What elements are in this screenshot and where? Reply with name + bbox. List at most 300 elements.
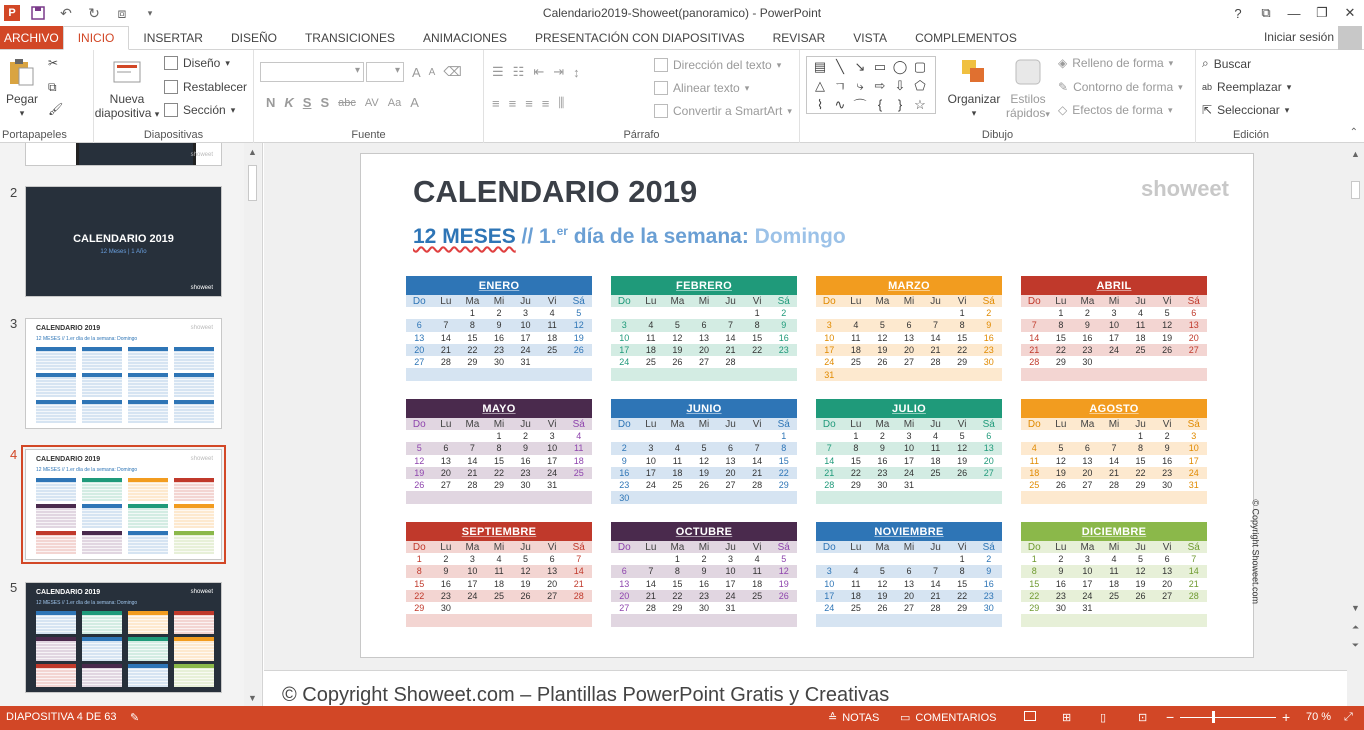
day-cell: 6 (539, 553, 566, 565)
thumb-mini-month-body (174, 404, 214, 423)
slide-sorter-button[interactable] (1062, 711, 1071, 724)
quick-styles-icon (1012, 56, 1044, 88)
day-cell: 24 (638, 479, 665, 491)
day-cell: 10 (638, 455, 665, 467)
day-cell: 16 (1048, 578, 1075, 590)
day-cell: 3 (816, 565, 843, 577)
day-cell: 2 (975, 307, 1002, 319)
elbow-shape-icon[interactable]: ㄱ (833, 79, 847, 94)
thumb-mini-month (128, 611, 168, 634)
section-icon (164, 103, 178, 117)
day-cell: 13 (406, 332, 433, 344)
empty-day-cell (664, 491, 691, 503)
month-days-grid (611, 295, 797, 381)
strikethrough-button[interactable]: abc (338, 96, 356, 109)
zoom-out-button[interactable]: − (1166, 709, 1175, 725)
left-brace-shape-icon[interactable]: { (877, 97, 883, 112)
day-cell: 15 (406, 578, 433, 590)
align-text-button[interactable]: Alinear texto ▾ (654, 81, 749, 95)
day-cell: 13 (717, 455, 744, 467)
thumb-mini-month-body (36, 668, 76, 687)
new-slide-button[interactable]: Nueva diapositiva ▾ (94, 56, 160, 121)
empty-day-cell (638, 430, 665, 442)
empty-day-cell (406, 614, 433, 626)
day-cell: 21 (433, 344, 460, 356)
month-header (1021, 276, 1207, 295)
right-arrow-shape-icon[interactable]: ⇨ (874, 77, 886, 93)
day-cell: 1 (664, 553, 691, 565)
day-cell: 5 (565, 307, 592, 319)
quick-styles-button[interactable]: Estilos rápidos▾ (1004, 56, 1052, 121)
curve-shape-icon[interactable]: ∿ (834, 96, 846, 112)
weekday-header: Ma (459, 541, 486, 553)
scroll-up-icon[interactable]: ▲ (1351, 148, 1360, 159)
sign-in-link[interactable]: Iniciar sesión (1263, 30, 1334, 44)
thumb-mini-month-body (174, 377, 214, 396)
align-center-icon[interactable]: ≡ (508, 95, 517, 111)
thumb-mini-month-body (128, 351, 168, 370)
paste-dropdown-icon: ▾ (19, 108, 25, 118)
weekday-header: Ju (512, 541, 539, 553)
day-cell: 20 (896, 344, 923, 356)
zoom-slider-handle[interactable] (1212, 711, 1215, 723)
weekday-header: Lu (638, 295, 665, 307)
text-direction-button[interactable]: Dirección del texto ▾ (654, 58, 781, 72)
group-label-paragraph: Párrafo (623, 129, 660, 141)
month-days-grid (816, 295, 1002, 381)
editing-scrollbar[interactable] (1347, 143, 1364, 706)
weekday-header: Vi (744, 295, 771, 307)
thumb-mini-month-body (128, 482, 168, 501)
empty-day-cell (975, 368, 1002, 380)
day-cell: 27 (896, 356, 923, 368)
day-cell: 2 (869, 430, 896, 442)
scroll-thumb[interactable] (248, 165, 257, 201)
arrow-shape-icon[interactable]: ↘ (854, 58, 866, 74)
thumb-mini-month-body (82, 535, 122, 554)
day-cell: 8 (744, 319, 771, 331)
empty-day-cell (1021, 430, 1048, 442)
comments-button[interactable]: ▭ COMENTARIOS (900, 711, 997, 724)
slide-title[interactable]: CALENDARIO 2019 (413, 174, 698, 209)
day-cell: 16 (975, 578, 1002, 590)
empty-day-cell (1101, 368, 1128, 380)
tab-addins[interactable]: COMPLEMENTOS (915, 30, 1017, 45)
day-cell: 30 (1074, 356, 1101, 368)
month-days-grid (1021, 418, 1207, 504)
weekday-header: Ju (717, 295, 744, 307)
collapse-ribbon-icon[interactable]: ⌃ (1349, 127, 1358, 138)
empty-day-cell (744, 614, 771, 626)
empty-day-cell (843, 553, 870, 565)
day-cell: 27 (1180, 344, 1207, 356)
day-cell: 14 (1180, 565, 1207, 577)
day-cell: 10 (816, 578, 843, 590)
day-cell: 9 (1048, 565, 1075, 577)
next-slide-icon[interactable]: ⏷ (1351, 640, 1360, 650)
flowchart-shape-icon[interactable]: ⬠ (914, 77, 926, 93)
redo-icon[interactable]: ↻ (88, 4, 100, 21)
empty-day-cell (1048, 614, 1075, 626)
empty-day-cell (816, 430, 843, 442)
weekday-header: Ma (869, 295, 896, 307)
empty-day-cell (459, 491, 486, 503)
day-cell: 12 (691, 455, 718, 467)
smartart-button[interactable]: Convertir a SmartArt ▾ (654, 104, 792, 118)
day-cell: 8 (949, 565, 976, 577)
align-left-icon[interactable]: ≡ (492, 95, 500, 111)
day-cell: 3 (717, 553, 744, 565)
justify-icon[interactable]: ≡ (541, 95, 550, 111)
customize-qat-icon[interactable]: ▾ (147, 7, 153, 18)
weekday-header: Ju (922, 541, 949, 553)
month-days-grid (406, 418, 592, 504)
shape-fill-button[interactable]: ◈ Relleno de forma ▾ (1058, 56, 1174, 70)
slide-thumbnail-3[interactable]: CALENDARIO 2019 12 MESES // 1.er día de la semana: Domingo showeet (25, 318, 222, 429)
day-cell: 10 (1101, 319, 1128, 331)
ribbon-display-options-icon[interactable]: ⧉ (1261, 5, 1271, 20)
align-right-icon[interactable]: ≡ (525, 95, 533, 111)
thumbnails-scrollbar[interactable] (244, 143, 261, 706)
slide-thumbnails-panel[interactable] (0, 143, 263, 706)
zoom-slider[interactable] (1180, 717, 1276, 718)
scroll-thumb[interactable] (1351, 181, 1360, 199)
day-cell: 27 (717, 479, 744, 491)
day-cell: 16 (1074, 332, 1101, 344)
empty-day-cell (922, 491, 949, 503)
day-cell: 27 (975, 467, 1002, 479)
notes-pane[interactable] (264, 670, 1347, 706)
day-cell: 16 (512, 455, 539, 467)
empty-day-cell (1021, 307, 1048, 319)
select-button[interactable]: ⇱ Seleccionar ▾ (1202, 103, 1290, 117)
day-cell: 10 (611, 332, 638, 344)
powerpoint-logo-icon[interactable]: P (4, 5, 20, 21)
line-shape-icon[interactable]: ╲ (836, 58, 844, 74)
change-case-button[interactable]: Aa (387, 96, 402, 109)
zoom-level[interactable]: 70 % (1306, 711, 1332, 723)
weekday-header: Lu (433, 541, 460, 553)
day-cell: 17 (816, 344, 843, 356)
minimize-icon[interactable]: — (1287, 5, 1301, 21)
day-cell: 28 (1021, 356, 1048, 368)
clear-formatting-icon[interactable]: ⌫ (443, 64, 462, 79)
shape-outline-button[interactable]: ✎ Contorno de forma ▾ (1058, 80, 1183, 94)
triangle-shape-icon[interactable]: △ (815, 77, 825, 93)
thumb-mini-month (36, 637, 76, 660)
scroll-down-icon[interactable]: ▼ (248, 692, 257, 703)
empty-day-cell (770, 356, 797, 368)
day-cell: 2 (691, 553, 718, 565)
section-button[interactable]: Sección ▾ (164, 103, 235, 117)
spellcheck-icon[interactable]: ✎ (130, 712, 140, 724)
day-cell: 3 (1101, 307, 1128, 319)
tab-view[interactable]: VISTA (853, 30, 888, 45)
day-cell: 5 (1048, 442, 1075, 454)
day-cell: 22 (949, 344, 976, 356)
day-cell: 9 (869, 442, 896, 454)
empty-day-cell (565, 479, 592, 491)
group-label-drawing: Dibujo (981, 129, 1014, 141)
shrink-font-icon[interactable]: A (428, 66, 436, 78)
day-cell: 18 (664, 467, 691, 479)
weekday-header: Do (816, 418, 843, 430)
empty-day-cell (869, 614, 896, 626)
tab-animations[interactable]: ANIMACIONES (422, 30, 507, 45)
empty-day-cell (664, 430, 691, 442)
weekday-header: Do (406, 295, 433, 307)
month-days-grid (406, 295, 592, 381)
thumb-mini-month-body (36, 535, 76, 554)
shape-effects-button[interactable]: ◇ Efectos de forma ▾ (1058, 103, 1173, 117)
day-cell: 6 (975, 430, 1002, 442)
day-cell: 24 (816, 356, 843, 368)
thumb-mini-month (174, 347, 214, 370)
zoom-in-button[interactable]: + (1282, 709, 1291, 725)
empty-day-cell (744, 368, 771, 380)
day-cell: 7 (459, 442, 486, 454)
empty-day-cell (717, 614, 744, 626)
undo-icon[interactable]: ↶ (60, 4, 72, 21)
weekday-header: Ma (869, 541, 896, 553)
day-cell: 18 (922, 455, 949, 467)
empty-day-cell (1074, 614, 1101, 626)
weekday-header: Ju (1127, 418, 1154, 430)
star-shape-icon[interactable]: ☆ (914, 96, 926, 112)
day-cell: 5 (1154, 307, 1181, 319)
underline-button[interactable]: S (302, 95, 312, 110)
format-painter-icon[interactable]: 🖌 (48, 102, 64, 116)
day-cell: 15 (949, 578, 976, 590)
day-cell: 23 (1048, 590, 1075, 602)
grow-font-icon[interactable]: A (412, 64, 421, 80)
reset-button[interactable]: Restablecer (164, 80, 247, 94)
day-cell: 22 (770, 467, 797, 479)
day-cell: 22 (843, 467, 870, 479)
tab-file[interactable]: ARCHIVO (0, 26, 63, 49)
day-cell: 13 (896, 332, 923, 344)
slide-thumbnail-5[interactable]: CALENDARIO 2019 12 MESES // 1.er día de la semana: Domingo showeet (25, 582, 222, 693)
weekday-header: Sá (565, 418, 592, 430)
connector-shape-icon[interactable]: ⤷ (856, 77, 864, 93)
help-icon[interactable]: ? (1234, 5, 1242, 21)
increase-indent-icon[interactable]: ⇥ (553, 64, 565, 79)
start-from-beginning-icon[interactable]: ⧈ (117, 4, 127, 21)
shadow-button[interactable]: S (320, 95, 330, 110)
empty-day-cell (459, 430, 486, 442)
day-cell: 4 (1101, 553, 1128, 565)
day-cell: 10 (717, 565, 744, 577)
weekday-header: Ju (512, 418, 539, 430)
day-cell: 20 (611, 590, 638, 602)
day-cell: 14 (922, 332, 949, 344)
day-cell: 29 (949, 356, 976, 368)
empty-day-cell (611, 368, 638, 380)
day-cell: 1 (406, 553, 433, 565)
numbering-icon[interactable]: ☷ (512, 64, 525, 79)
tab-insert[interactable]: INSERTAR (143, 30, 203, 45)
month-name: AGOSTO (1089, 402, 1139, 415)
callout-shape-icon[interactable]: ⌇ (816, 96, 824, 112)
oval-shape-icon[interactable]: ◯ (892, 58, 908, 74)
month-mayo (406, 399, 592, 504)
empty-day-cell (512, 614, 539, 626)
day-cell: 17 (539, 455, 566, 467)
empty-day-cell (459, 614, 486, 626)
weekday-header: Vi (1154, 418, 1181, 430)
empty-day-cell (975, 479, 1002, 491)
copy-icon[interactable]: ⧉ (48, 80, 57, 94)
empty-day-cell (843, 307, 870, 319)
empty-day-cell (922, 553, 949, 565)
character-spacing-button[interactable]: AV (364, 96, 379, 109)
day-cell: 19 (512, 578, 539, 590)
weekday-header: Lu (638, 541, 665, 553)
thumb-mini-month (36, 347, 76, 370)
day-cell: 14 (565, 565, 592, 577)
day-cell: 30 (512, 479, 539, 491)
day-cell: 19 (949, 455, 976, 467)
previous-slide-icon[interactable]: ⏶ (1351, 622, 1360, 632)
day-cell: 28 (922, 602, 949, 614)
empty-day-cell (433, 491, 460, 503)
month-junio (611, 399, 797, 504)
empty-day-cell (1074, 491, 1101, 503)
month-enero (406, 276, 592, 381)
empty-day-cell (486, 602, 513, 614)
day-cell: 1 (949, 307, 976, 319)
weekday-header: Ma (664, 418, 691, 430)
weekday-header: Vi (744, 541, 771, 553)
close-icon[interactable]: ✕ (1344, 5, 1356, 20)
day-cell: 26 (691, 479, 718, 491)
month-name: FEBRERO (676, 279, 732, 292)
day-cell: 12 (949, 442, 976, 454)
textbox-shape-icon[interactable]: ▤ (813, 58, 827, 74)
replace-button[interactable]: ab Reemplazar ▾ (1202, 80, 1292, 94)
scroll-down-icon[interactable]: ▼ (1351, 602, 1360, 613)
line-spacing-icon[interactable]: ↕ (573, 64, 580, 80)
save-icon[interactable] (28, 3, 48, 23)
thumb-mini-month-body (82, 404, 122, 423)
thumb-mini-month-body (82, 508, 122, 527)
day-cell: 7 (922, 319, 949, 331)
tab-design[interactable]: DISEÑO (230, 30, 277, 45)
day-cell: 31 (717, 602, 744, 614)
day-cell: 5 (869, 565, 896, 577)
empty-day-cell (770, 614, 797, 626)
cut-icon[interactable]: ✂ (48, 56, 59, 70)
day-cell: 14 (816, 455, 843, 467)
find-button[interactable]: ⌕ Buscar (1202, 56, 1252, 71)
day-cell: 31 (539, 479, 566, 491)
bold-button[interactable]: N (266, 95, 276, 110)
slide-thumbnail-1[interactable]: showeet (25, 143, 222, 166)
month-octubre (611, 522, 797, 627)
slide-thumbnail-2[interactable]: CALENDARIO 2019 12 Meses | 1 Año showeet (25, 186, 222, 297)
month-abril (1021, 276, 1207, 381)
slide-subtitle[interactable]: 12 MESES // 1.$^{er}$ día de la semana: Domingo (413, 224, 846, 248)
down-arrow-shape-icon[interactable]: ⇩ (894, 77, 906, 93)
font-family-combo[interactable] (260, 62, 364, 82)
slideshow-button[interactable] (1138, 711, 1147, 724)
month-header (611, 276, 797, 295)
rectangle-shape-icon[interactable]: ▭ (873, 58, 887, 74)
day-cell: 23 (1154, 467, 1181, 479)
font-format-buttons (266, 95, 419, 110)
decrease-indent-icon[interactable]: ⇤ (533, 64, 545, 79)
month-header (816, 399, 1002, 418)
day-cell: 17 (512, 332, 539, 344)
smartart-icon (654, 104, 668, 118)
arc-shape-icon[interactable]: ⌒ (853, 98, 867, 113)
title-bar (0, 0, 1364, 26)
rounded-rect-shape-icon[interactable]: ▢ (913, 58, 927, 74)
day-cell: 18 (539, 332, 566, 344)
fit-to-window-icon[interactable]: ⤢ (1344, 711, 1353, 723)
layout-button[interactable]: Diseño ▾ (164, 56, 230, 70)
day-cell: 20 (1154, 578, 1181, 590)
pen-icon: ✎ (1058, 80, 1069, 94)
empty-day-cell (691, 307, 718, 319)
weekday-header: Vi (539, 295, 566, 307)
reading-view-button[interactable] (1100, 711, 1106, 724)
tab-home[interactable]: INICIO (63, 26, 130, 50)
day-cell: 13 (539, 565, 566, 577)
slide-canvas[interactable] (360, 153, 1261, 658)
columns-icon[interactable]: ⫼ (558, 95, 565, 110)
day-cell: 21 (816, 467, 843, 479)
empty-day-cell (1127, 602, 1154, 614)
weekday-header: Mi (486, 541, 513, 553)
avatar[interactable] (1338, 26, 1362, 50)
weekday-header: Sá (1180, 295, 1207, 307)
restore-icon[interactable]: ❐ (1316, 5, 1328, 20)
day-cell: 26 (949, 467, 976, 479)
tab-slideshow[interactable]: PRESENTACIÓN CON DIAPOSITIVAS (534, 30, 745, 45)
scroll-up-icon[interactable]: ▲ (248, 146, 257, 157)
day-cell: 11 (1127, 319, 1154, 331)
day-cell: 15 (486, 455, 513, 467)
weekday-header: Sá (975, 418, 1002, 430)
empty-day-cell (433, 430, 460, 442)
empty-day-cell (1101, 356, 1128, 368)
notes-button[interactable]: ≙ NOTAS (828, 711, 880, 724)
bullets-icon[interactable]: ☰ (492, 64, 504, 79)
reset-icon (164, 80, 178, 94)
arrange-button[interactable]: Organizar ▾ (948, 56, 1000, 120)
empty-day-cell (1021, 614, 1048, 626)
thumb-mini-month (128, 504, 168, 527)
weekday-header: Lu (638, 418, 665, 430)
tab-review[interactable]: REVISAR (772, 30, 826, 45)
normal-view-button[interactable] (1024, 711, 1036, 721)
slide-thumbnail-4[interactable]: CALENDARIO 2019 12 MESES // 1.er día de la semana: Domingo showeet (25, 449, 222, 560)
day-cell: 15 (744, 332, 771, 344)
tab-transitions[interactable]: TRANSICIONES (304, 30, 395, 45)
italic-button[interactable]: K (284, 95, 294, 110)
day-cell: 3 (512, 307, 539, 319)
day-cell: 8 (843, 442, 870, 454)
day-cell: 26 (869, 602, 896, 614)
right-brace-shape-icon[interactable]: } (897, 97, 903, 112)
day-cell: 29 (1021, 602, 1048, 614)
paste-button[interactable]: Pegar ▾ (6, 56, 38, 120)
font-color-button[interactable]: A (410, 95, 419, 110)
empty-day-cell (486, 491, 513, 503)
day-cell: 1 (949, 553, 976, 565)
font-size-combo[interactable] (366, 62, 404, 82)
